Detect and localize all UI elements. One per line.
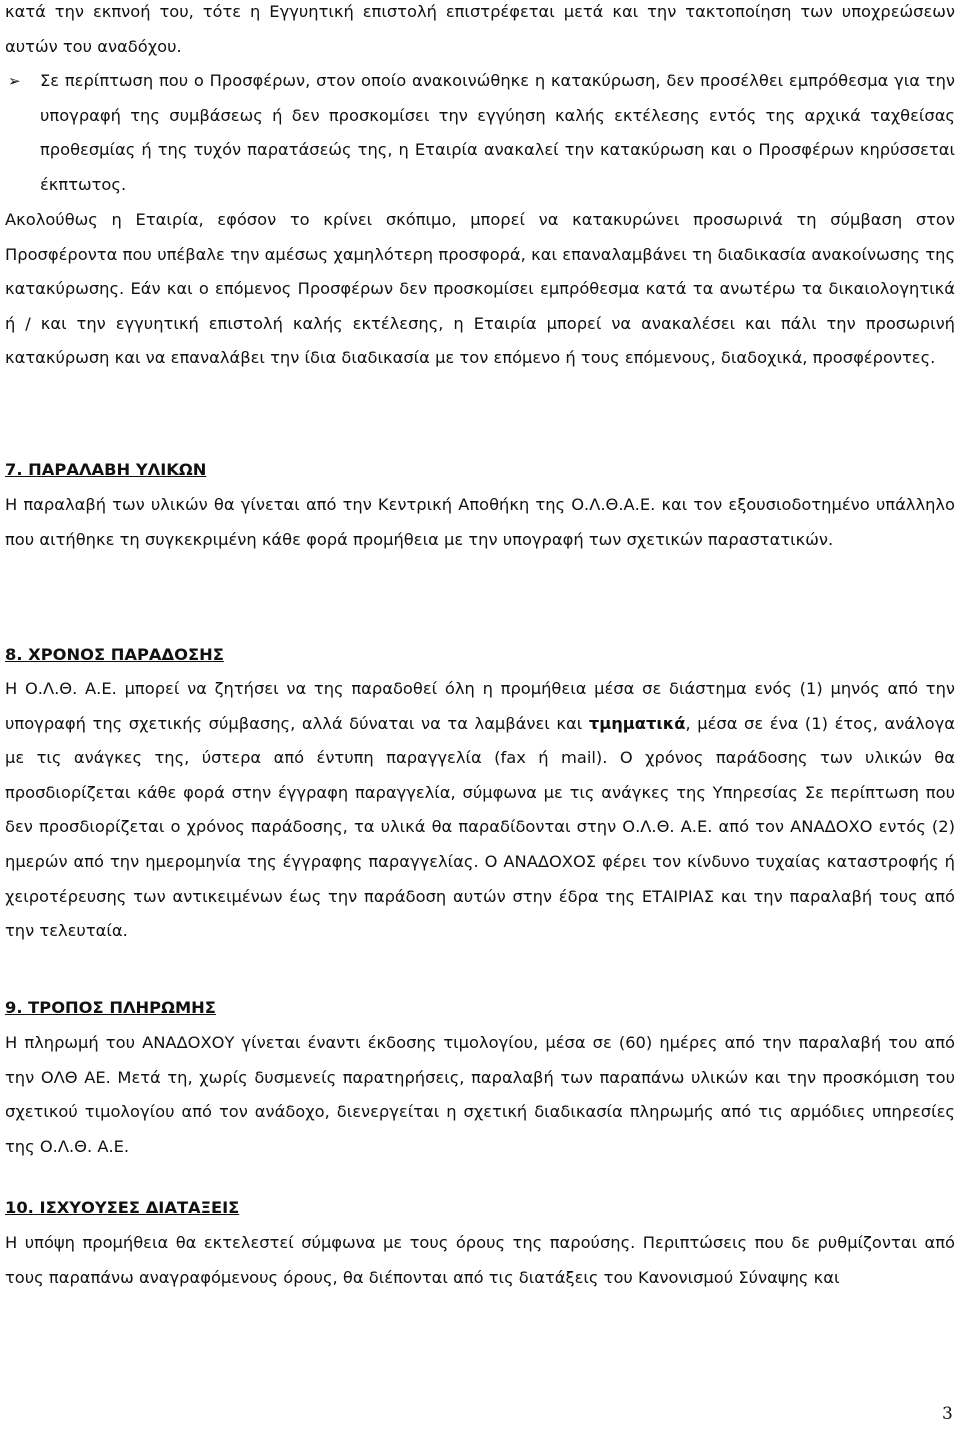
bullet-arrow-icon: ➢ [8,72,21,90]
bullet-paragraph: Σε περίπτωση που ο Προσφέρων, στον οποίο ανακοινώθηκε η κατακύρωση, δεν προσέλθει εμπρόθεσμα για την υπογραφή της συμβάσεως ή δεν προσκομίσει την εγγύηση καλής εκτέλεσης εντός της αρχικά ταχθείσας προθεσμίας ή της τυχόν παρατάσεώς της, η Εταιρία ανακαλεί την κατακύρωση και ο Προσφέρων κηρύσσεται έκπτωτος. [40,71,955,194]
section-7-heading: 7. ΠΑΡΑΛΑΒΗ ΥΛΙΚΩΝ [5,460,207,479]
section-8-heading: 8. ΧΡΟΝΟΣ ΠΑΡΑΔΟΣΗΣ [5,645,224,664]
section-8-text [5,672,955,949]
section-8-text-a: Η Ο.Λ.Θ. Α.Ε. μπορεί να ζητήσει να της παραδοθεί όλη η προμήθεια μέσα σε διάστημα ενός (1) μηνός από την υπογραφή της σχετικής σύμβασης, αλλά δύναται να τα λαμβάνει και [5,679,955,733]
section-8-text-b: , μέσα σε ένα (1) έτος, ανάλογα με τις ανάγκες της, ύστερα από έντυπη παραγγελία (fax ή mail). Ο χρόνος παράδοσης των υλικών θα προσδιορίζεται κάθε φορά στην έγγραφη παραγγελία, σύμφωνα με τις ανάγκες της Υπηρεσίας Σε περίπτωση που δεν προσδιορίζεται ο χρόνος παράδοσης, τα υλικά θα παραδίδονται στην Ο.Λ.Θ. Α.Ε. από τον ΑΝΑΔΟΧΟ εντός (2) ημερών από την ημερομηνία της έγγραφης παραγγελίας. Ο ΑΝΑΔΟΧΟΣ φέρει τον κίνδυνο τυχαίας καταστροφής ή χειροτέρευσης των αντικειμένων έως την παράδοση αυτών στην έδρα της ΕΤΑΙΡΙΑΣ και την παραλαβή τους από την τελευταία. [5,713,955,941]
section-10-heading: 10. ΙΣΧΥΟΥΣΕΣ ΔΙΑΤΑΞΕΙΣ [5,1198,240,1217]
award-paragraph: Ακολούθως η Εταιρία, εφόσον το κρίνει σκόπιμο, μπορεί να κατακυρώνει προσωρινά τη σύμβαση στον Προσφέροντα που υπέβαλε την αμέσως χαμηλότερη προσφορά, και επαναλαμβάνει τη διαδικασία ανακοίνωσης της κατακύρωσης. Εάν και ο επόμενος Προσφέρων δεν προσκομίσει εμπρόθεσμα κατά τα ανωτέρω τα δικαιολογητικά ή / και την εγγυητική επιστολή καλής εκτέλεσης, η Εταιρία μπορεί να ανακαλέσει και πάλι την προσωρινή κατακύρωση και να επαναλάβει την ίδια διαδικασία με τον επόμενο ή τους επόμενους, διαδοχικά, προσφέροντες. [5,210,955,368]
continuation-paragraph: κατά την εκπνοή του, τότε η Εγγυητική επιστολή επιστρέφεται μετά και την τακτοποίηση των υποχρεώσεων αυτών του αναδόχου. [5,2,955,56]
section-8-bold-word: τμηματικά [588,713,686,733]
section-9-heading: 9. ΤΡΟΠΟΣ ΠΛΗΡΩΜΗΣ [5,998,216,1017]
page-number: 3 [942,1404,953,1424]
section-10-text: Η υπόψη προμήθεια θα εκτελεστεί σύμφωνα με τους όρους της παρούσης. Περιπτώσεις που δε ρυθμίζονται από τους παραπάνω αναγραφόμενους όρους, θα διέπονται από τις διατάξεις του Κανονισμού Σύναψης και [5,1233,955,1287]
section-9-text: Η πληρωμή του ΑΝΑΔΟΧΟΥ γίνεται έναντι έκδοσης τιμολογίου, μέσα σε (60) ημέρες από την παραλαβή του από την ΟΛΘ ΑΕ. Μετά τη, χωρίς δυσμενείς παρατηρήσεις, παραλαβή των παραπάνω υλικών και την προσκόμιση του σχετικού τιμολογίου από τον ανάδοχο, διενεργείται η σχετική διαδικασία πληρωμής από τις αρμόδιες υπηρεσίες της Ο.Λ.Θ. Α.Ε. [5,1033,955,1156]
section-7-text: Η παραλαβή των υλικών θα γίνεται από την Κεντρική Αποθήκη της Ο.Λ.Θ.Α.Ε. και τον εξουσιοδοτημένο υπάλληλο που αιτήθηκε τη συγκεκριμένη κάθε φορά προμήθεια με την υπογραφή των σχετικών παραστατικών. [5,495,955,549]
